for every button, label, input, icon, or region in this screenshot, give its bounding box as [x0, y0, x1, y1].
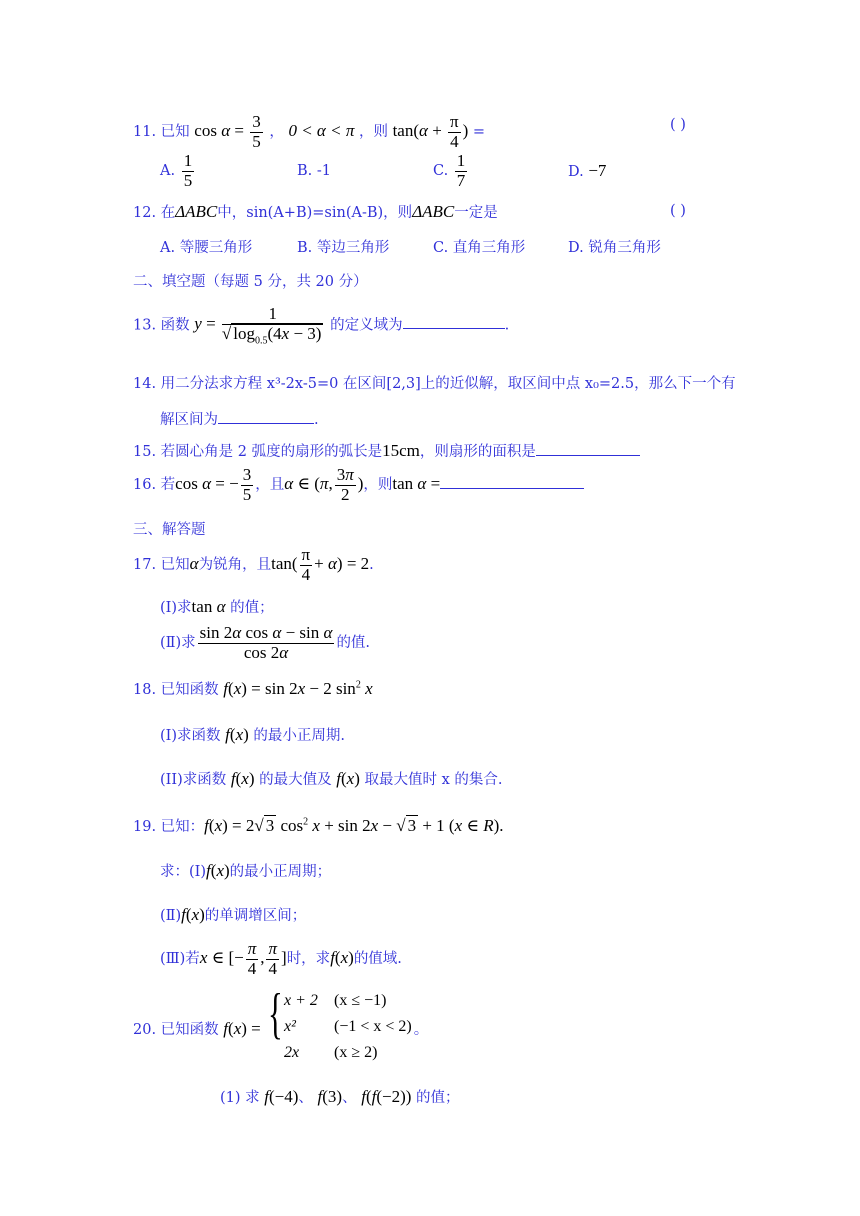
q14-number: 14. — [133, 376, 157, 392]
q20-brace: { — [268, 983, 283, 1045]
q11-option-a: A. $\frac{1}{5}$ — [160, 151, 193, 190]
q12-text1: 在 — [160, 205, 176, 221]
q19-part3-lead: (Ⅲ)若 — [160, 951, 200, 968]
q11-option-c: C. $\frac{1}{7}$ — [433, 151, 466, 190]
q12-line — [133, 201, 498, 222]
q17-mid: 为锐角，且 — [198, 557, 272, 574]
q11-option-d: D. −7 — [568, 161, 607, 180]
q19-line — [133, 815, 504, 836]
q14-text1: 用二分法求方程 x³-2x-5=0 在区间[2,3]上的近似解，取区间中点 x₀=2.5，那么下一个有 — [160, 376, 736, 392]
fraction: $\frac{\text{sin 2α cos α − sin α}}{\cos 2\alpha}$ — [199, 623, 333, 662]
q17-part2 — [160, 624, 370, 662]
q18-line — [133, 678, 373, 699]
q18-part1-tail: 的最小正周期. — [253, 728, 345, 744]
q16-lead: 若 — [160, 477, 176, 494]
q13-function-expr: y = $\frac{1}{√ \log_{0.5}(4x - 3)}$ — [194, 304, 322, 347]
q17-alpha: α — [189, 554, 199, 574]
q12-option-b: B. 等边三角形 — [297, 240, 390, 256]
q16-tail: ，则 — [363, 477, 393, 494]
fraction: $\frac{\pi}{4}$ — [247, 939, 257, 978]
q15-line — [133, 440, 640, 461]
q17-part1 — [160, 596, 274, 617]
q19-fx: f(x) — [206, 861, 230, 880]
fraction: $\frac{1}{7}$ — [456, 151, 466, 190]
q19-number: 19. — [133, 819, 157, 835]
q14-answer-blank — [218, 409, 314, 424]
q20-case-row: x + 2 (x ≤ −1) — [284, 992, 387, 1009]
fraction: $\frac{3}{5}$ — [252, 112, 261, 151]
q20-line — [133, 1018, 261, 1039]
q11-tan-expr: tan(α + $\frac{\pi}{4}$ ) — [392, 112, 469, 151]
q19-fx: f(x) — [330, 948, 354, 968]
q18-part2-mid: 的最大值及 — [259, 772, 332, 788]
q20-part1-lead: (1) 求 — [220, 1090, 260, 1106]
q19-part3 — [160, 940, 402, 978]
q18-fx: f(x) — [225, 725, 249, 744]
q19-part2-tail: 的单调增区间； — [204, 908, 307, 924]
q12-triangle: ΔABC — [412, 202, 455, 221]
q16-interval-expr: α ∈ (π, $\frac{3\pi}{2}$ ) — [284, 465, 364, 504]
q17-number: 17. — [133, 557, 157, 574]
q16-answer-blank — [440, 474, 584, 489]
q20-number: 20. — [133, 1022, 157, 1038]
q13-lead: 函数 — [160, 317, 190, 334]
q17-part1-tail: 的值； — [230, 600, 274, 616]
q18-part1-lead: (I)求函数 — [160, 728, 221, 744]
section-heading-solutions: 三、解答题 — [133, 522, 206, 538]
q12-answer-paren: ( ) — [670, 203, 686, 219]
fraction: $\frac{3\pi}{2}$ — [336, 465, 354, 504]
q15-answer-blank — [536, 441, 640, 456]
q12-text3: 一定是 — [454, 205, 498, 221]
q18-function-expr: f(x) = sin 2x − 2 $\sin^2 x$ — [223, 679, 373, 698]
q14-line2: 解区间为 . — [160, 408, 319, 429]
q11-cos-expr: cos α = $\frac{3}{5}$ — [194, 112, 261, 151]
q19-part2-lead: (Ⅱ) — [160, 908, 182, 924]
fraction: $\frac{\pi}{4}$ — [450, 112, 459, 151]
fraction: $\frac{\pi}{4}$ — [268, 939, 278, 978]
q15-number: 15. — [133, 444, 157, 460]
fraction: $\frac{1}{√ \log_{0.5}(4x - 3)}$ — [221, 304, 322, 347]
q15-arc-length: 15cm — [382, 441, 420, 460]
q18-fx: f(x) — [230, 769, 255, 788]
q20-piecewise-cases — [284, 992, 428, 1070]
fraction: $\frac{1}{5}$ — [183, 151, 193, 190]
q19-function-expr: f(x) = 2√ 3 $\cos^2 x + \sin 2x$ − √ 3 + 1 (x ∈ R). — [204, 816, 504, 835]
q15-text: 若圆心角是 2 弧度的扇形的弧长是 — [160, 444, 383, 460]
q13-line: 13. 函数 y = $\frac{1}{√ \log_{0.5}(4x - 3)}$ 的定义域为 . — [133, 304, 510, 347]
q11-sep1: ， — [269, 124, 284, 141]
q12-option-d: D. 锐角三角形 — [568, 240, 661, 256]
q11-equals: = — [472, 124, 486, 141]
q11-lead: 已知 — [160, 124, 190, 141]
q18-number: 18. — [133, 682, 157, 698]
q13-tail: 的定义域为 — [330, 317, 403, 334]
fraction: $\frac{\pi}{4}$ — [301, 545, 311, 584]
q12-number: 12. — [133, 205, 157, 221]
q11-options — [160, 152, 196, 190]
q18-part2-tail: 取最大值时 x 的集合. — [364, 772, 503, 788]
q19-fx: f(x) — [181, 905, 205, 924]
q19-part3-tail: 的值域. — [353, 951, 402, 968]
q19-lead: 已知： — [160, 819, 205, 835]
q18-part2-lead: (II)求函数 — [160, 772, 227, 788]
q12-text2: 中，sin(A+B)=sin(A-B)，则 — [217, 205, 413, 221]
q17-part1-expr: tan α — [191, 597, 226, 616]
q14-line1 — [133, 372, 736, 393]
q20-f-3: f(3) — [317, 1087, 343, 1106]
q16-line — [133, 466, 584, 504]
q17-part1-lead: (Ⅰ)求 — [160, 600, 192, 616]
q16-mid: ，且 — [255, 477, 285, 494]
q19-part3-mid: 时，求 — [286, 951, 331, 968]
q13-answer-blank — [403, 314, 505, 329]
q17-lead: 已知 — [160, 557, 190, 574]
q13-number: 13. — [133, 317, 157, 334]
fraction: $\frac{3}{5}$ — [242, 465, 252, 504]
q17-part2-tail: 的值. — [336, 635, 371, 652]
q16-cos-expr: cos α = − $\frac{3}{5}$ — [175, 465, 252, 504]
q19-range-expr: x ∈ [− $\frac{\pi}{4}$ , $\frac{\pi}{4}$ ] — [199, 939, 287, 978]
q12-triangle: ΔABC — [175, 202, 218, 221]
q12-option-a: A. 等腰三角形 — [160, 240, 253, 256]
q20-f-f-minus2: f(f(−2)) — [361, 1087, 412, 1106]
q18-lead: 已知函数 — [160, 682, 219, 698]
q17-line: 17. 已知α为锐角，且tan( $\frac{\pi}{4}$ + α) = 2. — [133, 545, 374, 584]
q20-part1: (1) 求 f(−4)、 f(3)、 f(f(−2)) 的值； — [220, 1087, 460, 1106]
q20-lead: 已知函数 — [160, 1022, 219, 1038]
q19-part1-lead: 求：(Ⅰ) — [160, 864, 207, 880]
q18-part1 — [160, 724, 345, 745]
q20-fx: f(x) = — [223, 1019, 261, 1038]
q19-part1 — [160, 860, 331, 881]
q12-option-c: C. 直角三角形 — [433, 240, 526, 256]
q11-line — [133, 113, 485, 151]
q19-part2 — [160, 904, 306, 925]
q17-tan-expr: tan( $\frac{\pi}{4}$ + α) = 2 — [271, 545, 370, 584]
q11-condition: 0 < α < π — [288, 121, 355, 141]
q18-part2 — [160, 768, 502, 789]
q20-part1-tail: 的值； — [416, 1090, 460, 1106]
q11-number: 11. — [133, 124, 157, 141]
q20-case-row: 2x (x ≥ 2) — [284, 1044, 378, 1061]
q11-sep2: ，则 — [358, 124, 388, 141]
q20-case-row: x² (−1 < x < 2) 。 — [284, 1018, 429, 1038]
q20-f-minus4: f(−4) — [264, 1087, 299, 1106]
q14-text2: 解区间为 — [160, 412, 218, 428]
q15-tail: ，则扇形的面积是 — [419, 444, 536, 460]
q11-answer-paren: ( ) — [670, 117, 686, 133]
q16-number: 16. — [133, 477, 157, 494]
q17-part2-lead: (Ⅱ)求 — [160, 635, 196, 652]
q18-fx: f(x) — [336, 769, 360, 788]
q19-part1-tail: 的最小正周期； — [229, 864, 332, 880]
section-heading-fill-in: 二、填空题（每题 5 分，共 20 分） — [133, 274, 368, 290]
q11-option-b: B. -1 — [297, 163, 331, 179]
q16-tan-expr: tan α = — [392, 474, 441, 494]
